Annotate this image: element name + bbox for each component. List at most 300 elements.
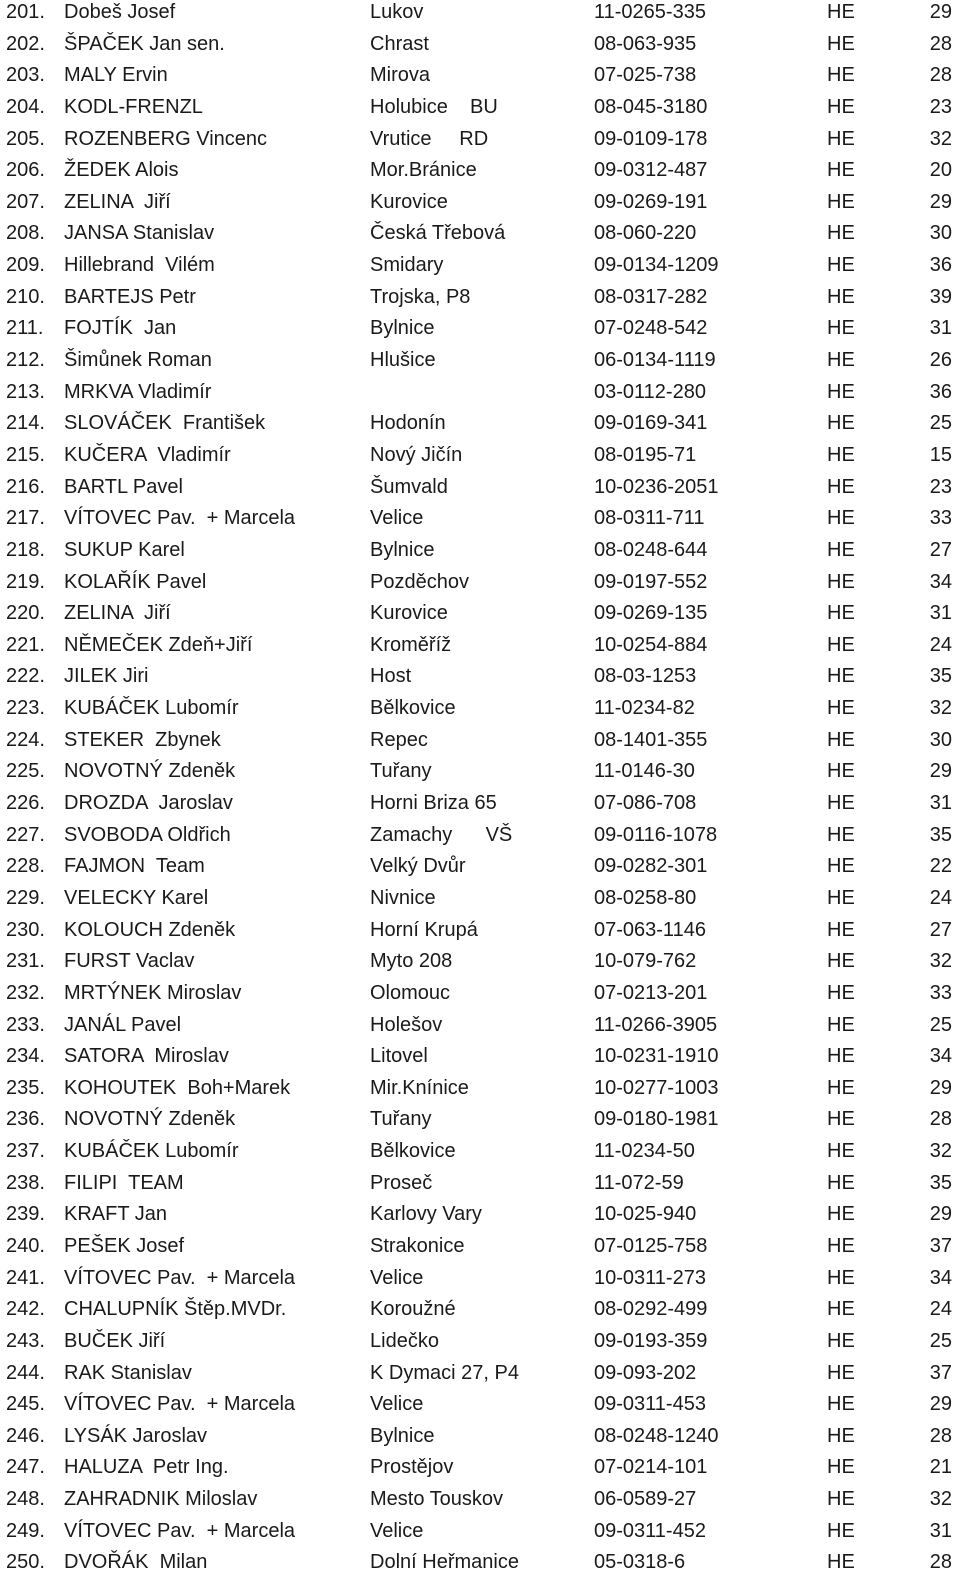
- score: 29: [929, 190, 952, 213]
- table-row: [0, 915, 960, 947]
- owner-name: PEŠEK Josef: [64, 1234, 185, 1257]
- score: 24: [929, 886, 952, 909]
- ring-code: 07-086-708: [594, 792, 697, 815]
- row-number: 204.: [6, 95, 45, 118]
- row-number: 205.: [6, 127, 45, 150]
- category: HE: [827, 855, 855, 878]
- ring-code: 06-0589-27: [594, 1488, 697, 1511]
- location: Mesto Touskov: [370, 1488, 504, 1511]
- ring-code: 09-0116-1078: [594, 823, 718, 846]
- ring-code: 11-0234-50: [594, 1140, 695, 1163]
- table-row: [0, 187, 960, 219]
- category: HE: [827, 823, 855, 846]
- ring-code: 10-079-762: [594, 950, 697, 973]
- table-row: [0, 756, 960, 788]
- ring-code: 10-0231-1910: [594, 1045, 719, 1068]
- location: Tuřany: [370, 1108, 432, 1131]
- ring-code: 10-025-940: [594, 1203, 697, 1226]
- table-row: [0, 250, 960, 282]
- row-number: 220.: [6, 602, 45, 625]
- row-number: 215.: [6, 443, 45, 466]
- ring-code: 09-0269-191: [594, 190, 708, 213]
- category: HE: [827, 950, 855, 973]
- score: 25: [929, 1329, 952, 1352]
- category: HE: [827, 1456, 855, 1479]
- ring-code: 09-0282-301: [594, 855, 708, 878]
- row-number: 211.: [6, 317, 44, 340]
- location: Česká Třebová: [370, 222, 506, 245]
- table-row: [0, 218, 960, 250]
- category: HE: [827, 317, 855, 340]
- location: Holubice BU: [370, 95, 498, 118]
- table-row: [0, 1452, 960, 1484]
- row-number: 244.: [6, 1361, 45, 1384]
- score: 36: [929, 254, 952, 277]
- category: HE: [827, 981, 855, 1004]
- location: Horní Krupá: [370, 918, 478, 941]
- table-row: [0, 408, 960, 440]
- row-number: 229.: [6, 886, 45, 909]
- ring-code: 09-0197-552: [594, 570, 708, 593]
- category: HE: [827, 570, 855, 593]
- location: Kroměříž: [370, 633, 452, 656]
- score: 15: [929, 443, 952, 466]
- category: HE: [827, 1361, 855, 1384]
- owner-name: ROZENBERG Vincenc: [64, 127, 268, 150]
- owner-name: Šimůnek Roman: [64, 349, 212, 372]
- category: HE: [827, 254, 855, 277]
- ring-code: 08-0248-1240: [594, 1424, 719, 1447]
- owner-name: SUKUP Karel: [64, 538, 185, 561]
- owner-name: KUBÁČEK Lubomír: [64, 1140, 239, 1163]
- owner-name: MALY Ervin: [64, 64, 168, 87]
- category: HE: [827, 1551, 855, 1574]
- row-number: 217.: [6, 507, 45, 530]
- location: Chrast: [370, 32, 429, 55]
- category: HE: [827, 507, 855, 530]
- row-number: 239.: [6, 1203, 45, 1226]
- category: HE: [827, 285, 855, 308]
- category: HE: [827, 1234, 855, 1257]
- row-number: 203.: [6, 64, 45, 87]
- location: Bylnice: [370, 538, 435, 561]
- location: Holešov: [370, 1013, 443, 1036]
- table-row: [0, 345, 960, 377]
- table-row: [0, 1484, 960, 1516]
- table-row: [0, 630, 960, 662]
- table-row: [0, 282, 960, 314]
- owner-name: ŽEDEK Alois: [64, 159, 179, 182]
- table-row: [0, 1041, 960, 1073]
- ring-code: 06-0134-1119: [594, 349, 716, 372]
- score: 35: [929, 665, 952, 688]
- owner-name: LYSÁK Jaroslav: [64, 1424, 208, 1447]
- owner-name: DVOŘÁK Milan: [64, 1551, 208, 1574]
- score: 31: [929, 1519, 952, 1542]
- row-number: 207.: [6, 190, 45, 213]
- category: HE: [827, 1329, 855, 1352]
- row-number: 246.: [6, 1424, 45, 1447]
- owner-name: FILIPI TEAM: [64, 1171, 184, 1194]
- location: Repec: [370, 728, 428, 751]
- row-number: 234.: [6, 1045, 45, 1068]
- row-number: 212.: [6, 349, 45, 372]
- score: 37: [929, 1234, 952, 1257]
- row-number: 219.: [6, 570, 45, 593]
- table-row: [0, 313, 960, 345]
- ring-code: 09-0269-135: [594, 602, 708, 625]
- row-number: 227.: [6, 823, 45, 846]
- category: HE: [827, 697, 855, 720]
- ring-code: 09-0134-1209: [594, 254, 719, 277]
- score: 32: [929, 697, 952, 720]
- row-number: 209.: [6, 254, 45, 277]
- location: Koroužné: [370, 1298, 456, 1321]
- ring-code: 07-063-1146: [594, 918, 706, 941]
- owner-name: NOVOTNÝ Zdeněk: [64, 1108, 236, 1131]
- row-number: 236.: [6, 1108, 45, 1131]
- score: 35: [929, 823, 952, 846]
- ring-code: 08-0195-71: [594, 443, 697, 466]
- location: Velice: [370, 507, 424, 530]
- location: K Dymaci 27, P4: [370, 1361, 519, 1384]
- location: Mir.Knínice: [370, 1076, 469, 1099]
- score: 28: [929, 1108, 952, 1131]
- owner-name: KOLAŘÍK Pavel: [64, 570, 207, 593]
- score: 30: [929, 728, 952, 751]
- score: 28: [929, 1551, 952, 1574]
- table-row: [0, 472, 960, 504]
- score: 22: [929, 855, 952, 878]
- score: 28: [929, 64, 952, 87]
- score: 34: [929, 570, 952, 593]
- category: HE: [827, 1298, 855, 1321]
- category: HE: [827, 602, 855, 625]
- score: 32: [929, 1140, 952, 1163]
- ring-code: 08-0311-711: [594, 507, 705, 530]
- ring-code: 07-0214-101: [594, 1456, 708, 1479]
- table-row: [0, 820, 960, 852]
- row-number: 206.: [6, 159, 45, 182]
- row-number: 201.: [6, 1, 45, 23]
- category: HE: [827, 1108, 855, 1131]
- owner-name: ZELINA Jiří: [64, 190, 171, 213]
- location: Tuřany: [370, 760, 432, 783]
- ring-code: 11-072-59: [594, 1171, 684, 1194]
- row-number: 237.: [6, 1140, 45, 1163]
- table-row: [0, 661, 960, 693]
- location: Prostějov: [370, 1456, 454, 1479]
- ring-code: 09-0311-452: [594, 1519, 706, 1542]
- table-row: [0, 567, 960, 599]
- table-row: [0, 1547, 960, 1579]
- category: HE: [827, 412, 855, 435]
- score: 29: [929, 1393, 952, 1416]
- ring-code: 08-0248-644: [594, 538, 708, 561]
- owner-name: VELECKY Karel: [64, 886, 209, 909]
- score: 33: [929, 981, 952, 1004]
- table-row: [0, 1263, 960, 1295]
- table-row: [0, 788, 960, 820]
- category: HE: [827, 1519, 855, 1542]
- category: HE: [827, 1393, 855, 1416]
- category: HE: [827, 760, 855, 783]
- row-number: 208.: [6, 222, 45, 245]
- score: 29: [929, 1076, 952, 1099]
- location: Vrutice RD: [370, 127, 489, 150]
- table-row: [0, 503, 960, 535]
- row-number: 233.: [6, 1013, 45, 1036]
- owner-name: BARTEJS Petr: [64, 285, 196, 308]
- row-number: 202.: [6, 32, 45, 55]
- ring-code: 05-0318-6: [594, 1551, 686, 1574]
- location: Kurovice: [370, 602, 448, 625]
- row-number: 224.: [6, 728, 45, 751]
- owner-name: VÍTOVEC Pav. + Marcela: [64, 1393, 296, 1416]
- score: 31: [929, 792, 952, 815]
- location: Proseč: [370, 1171, 433, 1194]
- table-row: [0, 1389, 960, 1421]
- table-row: [0, 92, 960, 124]
- row-number: 245.: [6, 1393, 45, 1416]
- ring-code: 08-0258-80: [594, 886, 697, 909]
- owner-name: ZELINA Jiří: [64, 602, 171, 625]
- ring-code: 10-0236-2051: [594, 475, 719, 498]
- score: 30: [929, 222, 952, 245]
- location: Mor.Bránice: [370, 159, 477, 182]
- score: 23: [929, 95, 952, 118]
- row-number: 247.: [6, 1456, 45, 1479]
- owner-name: ZAHRADNIK Miloslav: [64, 1488, 258, 1511]
- score: 24: [929, 1298, 952, 1321]
- table-row: [0, 1199, 960, 1231]
- ring-code: 08-0317-282: [594, 285, 708, 308]
- table-row: [0, 1326, 960, 1358]
- row-number: 235.: [6, 1076, 45, 1099]
- owner-name: KUČERA Vladimír: [64, 443, 231, 466]
- category: HE: [827, 665, 855, 688]
- owner-name: VÍTOVEC Pav. + Marcela: [64, 507, 296, 530]
- ring-code: 09-0109-178: [594, 127, 708, 150]
- location: Trojska, P8: [370, 285, 471, 308]
- row-number: 249.: [6, 1519, 45, 1542]
- ring-code: 03-0112-280: [594, 380, 706, 403]
- row-number: 210.: [6, 285, 45, 308]
- owner-name: Hillebrand Vilém: [64, 254, 215, 277]
- location: Mirova: [370, 64, 431, 87]
- location: Myto 208: [370, 950, 453, 973]
- score: 32: [929, 950, 952, 973]
- row-number: 216.: [6, 475, 45, 498]
- category: HE: [827, 1171, 855, 1194]
- ring-code: 07-0125-758: [594, 1234, 708, 1257]
- score: 34: [929, 1266, 952, 1289]
- ring-code: 09-0193-359: [594, 1329, 708, 1352]
- table-row: [0, 377, 960, 409]
- location: Strakonice: [370, 1234, 465, 1257]
- category: HE: [827, 159, 855, 182]
- location: Host: [370, 665, 412, 688]
- owner-name: KOLOUCH Zdeněk: [64, 918, 236, 941]
- table-row: [0, 1168, 960, 1200]
- score: 25: [929, 412, 952, 435]
- owner-name: KOHOUTEK Boh+Marek: [64, 1076, 291, 1099]
- row-number: 228.: [6, 855, 45, 878]
- location: Bylnice: [370, 317, 435, 340]
- category: HE: [827, 886, 855, 909]
- owner-name: RAK Stanislav: [64, 1361, 192, 1384]
- score: 37: [929, 1361, 952, 1384]
- table-row: [0, 693, 960, 725]
- score: 27: [929, 918, 952, 941]
- owner-name: HALUZA Petr Ing.: [64, 1456, 229, 1479]
- ring-code: 08-045-3180: [594, 95, 708, 118]
- category: HE: [827, 538, 855, 561]
- owner-name: DROZDA Jaroslav: [64, 792, 233, 815]
- row-number: 226.: [6, 792, 45, 815]
- score: 39: [929, 285, 952, 308]
- table-row: [0, 124, 960, 156]
- location: Nivnice: [370, 886, 436, 909]
- score: 29: [929, 1, 952, 23]
- table-row: [0, 1073, 960, 1105]
- category: HE: [827, 127, 855, 150]
- table-row: [0, 598, 960, 630]
- location: Velice: [370, 1266, 424, 1289]
- row-number: 240.: [6, 1234, 45, 1257]
- score: 23: [929, 475, 952, 498]
- ring-code: 08-1401-355: [594, 728, 708, 751]
- score: 29: [929, 1203, 952, 1226]
- category: HE: [827, 1424, 855, 1447]
- owner-name: VÍTOVEC Pav. + Marcela: [64, 1266, 296, 1289]
- category: HE: [827, 443, 855, 466]
- score: 31: [929, 317, 952, 340]
- location: Hodonín: [370, 412, 446, 435]
- score: 32: [929, 1488, 952, 1511]
- row-number: 250.: [6, 1551, 45, 1574]
- location: Karlovy Vary: [370, 1203, 482, 1226]
- ring-code: 09-0180-1981: [594, 1108, 719, 1131]
- table-row: [0, 1136, 960, 1168]
- owner-name: KRAFT Jan: [64, 1203, 167, 1226]
- table-row: [0, 440, 960, 472]
- owner-name: JILEK Jiri: [64, 665, 149, 688]
- ring-code: 11-0266-3905: [594, 1013, 718, 1036]
- location: Šumvald: [370, 475, 448, 498]
- location: Olomouc: [370, 981, 451, 1004]
- row-number: 218.: [6, 538, 45, 561]
- category: HE: [827, 792, 855, 815]
- owner-name: FURST Vaclav: [64, 950, 195, 973]
- category: HE: [827, 1266, 855, 1289]
- table-row: [0, 1231, 960, 1263]
- score: 34: [929, 1045, 952, 1068]
- owner-name: VÍTOVEC Pav. + Marcela: [64, 1519, 296, 1542]
- table-row: [0, 155, 960, 187]
- category: HE: [827, 95, 855, 118]
- location: Nový Jičín: [370, 443, 463, 466]
- score: 28: [929, 32, 952, 55]
- ring-code: 11-0234-82: [594, 697, 695, 720]
- category: HE: [827, 1013, 855, 1036]
- location: Bělkovice: [370, 1140, 456, 1163]
- owner-name: FOJTÍK Jan: [64, 317, 177, 340]
- table-row: [0, 0, 960, 29]
- row-number: 214.: [6, 412, 45, 435]
- location: Zamachy VŠ: [370, 823, 513, 846]
- owner-name: JANSA Stanislav: [64, 222, 215, 245]
- owner-name: KUBÁČEK Lubomír: [64, 697, 239, 720]
- table-row: [0, 60, 960, 92]
- score: 33: [929, 507, 952, 530]
- score: 35: [929, 1171, 952, 1194]
- score: 20: [929, 159, 952, 182]
- score: 24: [929, 633, 952, 656]
- ring-code: 11-0146-30: [594, 760, 695, 783]
- owner-name: NĚMEČEK Zdeň+Jiří: [64, 633, 253, 656]
- category: HE: [827, 633, 855, 656]
- ring-code: 09-0312-487: [594, 159, 708, 182]
- category: HE: [827, 32, 855, 55]
- owner-name: CHALUPNÍK Štěp.MVDr.: [64, 1298, 287, 1321]
- category: HE: [827, 380, 855, 403]
- ring-code: 07-025-738: [594, 64, 697, 87]
- row-number: 225.: [6, 760, 45, 783]
- ring-code: 10-0254-884: [594, 633, 708, 656]
- table-row: [0, 851, 960, 883]
- owner-name: SATORA Miroslav: [64, 1045, 229, 1068]
- owner-name: FAJMON Team: [64, 855, 205, 878]
- score: 36: [929, 380, 952, 403]
- ring-code: 08-03-1253: [594, 665, 697, 688]
- owner-name: MRKVA Vladimír: [64, 380, 212, 403]
- location: Pozděchov: [370, 570, 469, 593]
- ring-code: 10-0311-273: [594, 1266, 706, 1289]
- category: HE: [827, 475, 855, 498]
- location: Hlušice: [370, 349, 436, 372]
- location: Kurovice: [370, 190, 448, 213]
- row-number: 222.: [6, 665, 45, 688]
- ring-code: 09-0311-453: [594, 1393, 706, 1416]
- ring-code: 09-093-202: [594, 1361, 697, 1384]
- table-row: [0, 1421, 960, 1453]
- ring-code: 08-0292-499: [594, 1298, 708, 1321]
- score: 25: [929, 1013, 952, 1036]
- table-row: [0, 978, 960, 1010]
- row-number: 241.: [6, 1266, 45, 1289]
- owner-name: SLOVÁČEK František: [64, 412, 266, 435]
- owner-name: KODL-FRENZL: [64, 95, 203, 118]
- category: HE: [827, 64, 855, 87]
- row-number: 238.: [6, 1171, 45, 1194]
- table-row: [0, 1010, 960, 1042]
- owner-name: Dobeš Josef: [64, 1, 176, 23]
- owner-name: BARTL Pavel: [64, 475, 183, 498]
- owner-name: STEKER Zbynek: [64, 728, 221, 751]
- table-row: [0, 535, 960, 567]
- ring-code: 08-060-220: [594, 222, 697, 245]
- table-row: [0, 1358, 960, 1390]
- row-number: 248.: [6, 1488, 45, 1511]
- table-row: [0, 1516, 960, 1548]
- score: 28: [929, 1424, 952, 1447]
- owner-name: JANÁL Pavel: [64, 1013, 182, 1036]
- ring-code: 07-0248-542: [594, 317, 708, 340]
- owner-name: BUČEK Jiří: [64, 1329, 166, 1352]
- score: 21: [929, 1456, 952, 1479]
- location: Bělkovice: [370, 697, 456, 720]
